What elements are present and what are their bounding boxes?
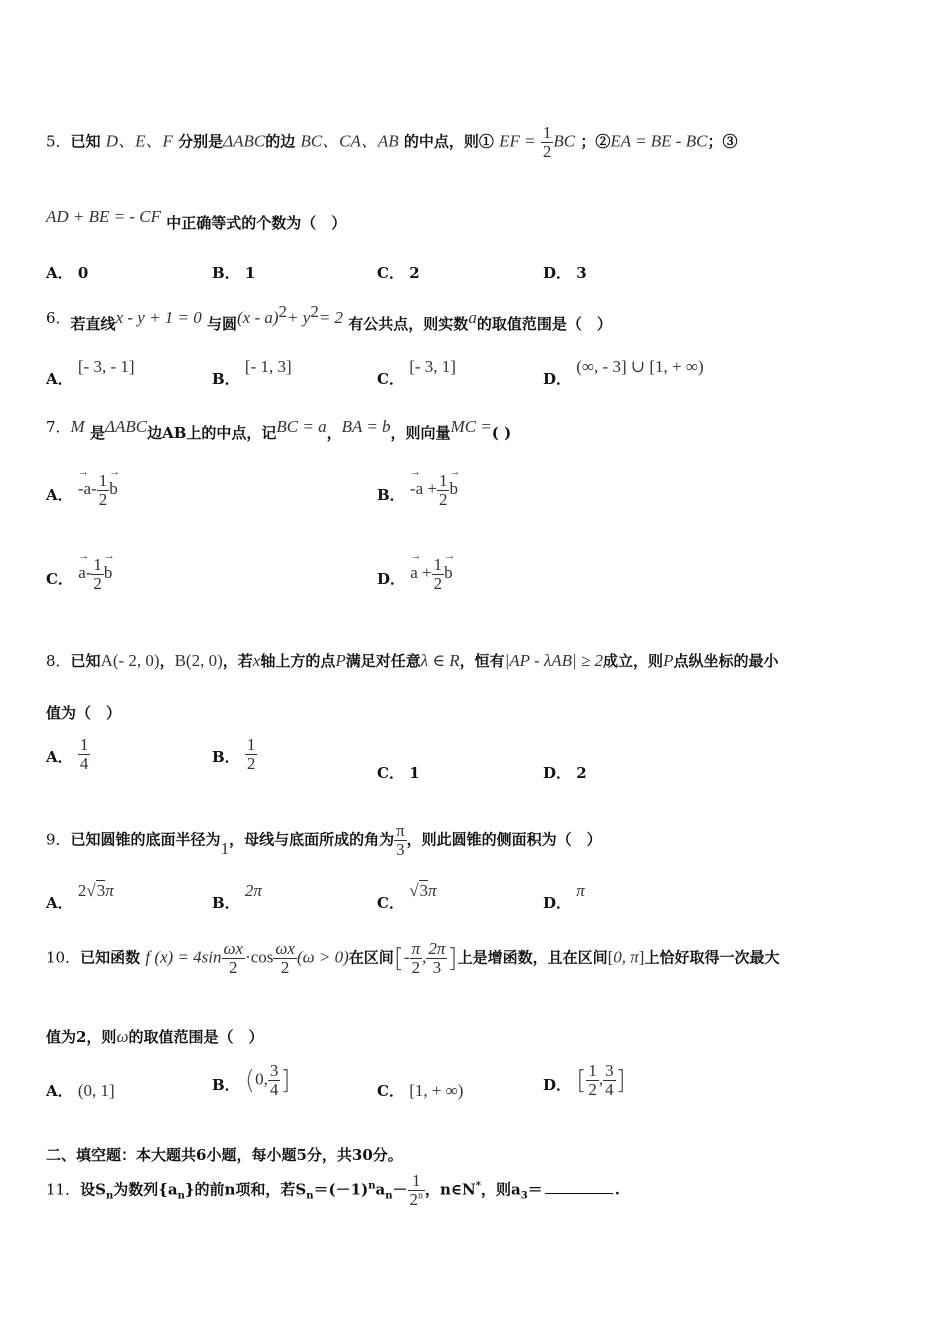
q10-option-a[interactable]: A． (0, 1] (46, 1081, 115, 1100)
q7-option-d[interactable]: D． → a + $\frac{1}{2}$ → b (377, 556, 453, 593)
q10-option-c[interactable]: C． [1, + ∞) (377, 1081, 464, 1100)
q5-option-c[interactable]: C． 2 (377, 264, 420, 282)
q9-option-b[interactable]: B． 2π (212, 881, 262, 912)
q6-option-b[interactable]: B． [- 1, 3] (212, 357, 292, 388)
q8-option-c[interactable]: C． 1 (377, 764, 420, 782)
q8-line1: 8．已知A(- 2, 0)，B(2, 0)，若x轴上方的点P满足对任意λ ∈ R，恒有|AP - λAB| ≥ 2成立，则P点纵坐标的最小 (46, 651, 779, 670)
q6-line1: 6．若直线x - y + 1 = 0 与圆$(x - a)^2+ y^2= 2$ 有公共点，则实数a的取值范围是（ ） (46, 302, 612, 333)
q5-option-b[interactable]: B． 1 (212, 264, 256, 282)
q9-option-d[interactable]: D． π (543, 881, 585, 912)
q8-option-b[interactable]: B． $\frac{1}{2}$ (212, 735, 256, 773)
q10-option-d[interactable]: D． [ $\frac{1}{2}$ , $\frac{3}{4}$ ] (543, 1061, 626, 1099)
q5-option-d[interactable]: D． 3 (543, 264, 587, 282)
q11-line1: 11．设$S_n$为数列$\{a_n\}$的前n项和，若$S_n=(-1)^na_n-$ $\frac{1}{2^n}$ ，n∈N*，则$a_3=$ . (46, 1171, 620, 1209)
q5-half: $\frac{1}{2}$ (542, 123, 552, 161)
section-fill-in-heading: 二、填空题：本大题共6小题，每小题5分，共30分。 (46, 1146, 403, 1164)
q8-option-a[interactable]: A． $\frac{1}{4}$ (46, 735, 89, 773)
q6-option-c[interactable]: C． [- 3, 1] (377, 357, 456, 388)
q8-option-d[interactable]: D． 2 (543, 764, 587, 782)
q9-option-c[interactable]: C． √3π (377, 881, 437, 912)
q9-option-a[interactable]: A． 2√3π (46, 881, 114, 912)
q10-option-b[interactable]: B． (0, $\frac{3}{4}$ ] (212, 1061, 291, 1099)
q6-option-a[interactable]: A． [- 3, - 1] (46, 357, 135, 388)
q7-option-a[interactable]: A． → -a- $\frac{1}{2}$ → b (46, 472, 118, 509)
q9-line1: 9．已知圆锥的底面半径为1，母线与底面所成的角为 $\frac{\pi}{3}$ ，则此圆锥的侧面积为（ ） (46, 821, 602, 859)
q10-line1: 10．已知函数 f (x) = 4sin $\frac{\omega x}{2}$ ·cos $\frac{\omega x}{2}$ (ω > 0)在区间[- $\frac{\pi}{2}$ , $\frac{2\pi}{3}$ ]上是增函数，且在区间[0, π]上恰好取得一次最大 (46, 939, 780, 977)
q11-answer-blank[interactable] (545, 1193, 613, 1194)
q5-line2: AD + BE = - CF 中正确等式的个数为（ ） (46, 207, 347, 232)
q6-option-d[interactable]: D． (∞, - 3] ∪ [1, + ∞) (543, 357, 704, 388)
q5-line1: 5．已知 D、E、F 分别是ΔABC的边 BC、CA、AB 的中点，则① EF = $\frac{1}{2}$ BC ；②EA = BE - BC；③ (46, 123, 738, 161)
q7-option-c[interactable]: C． → a- $\frac{1}{2}$ → b (46, 556, 112, 593)
q9-angle: $\frac{\pi}{3}$ (396, 821, 405, 859)
q7-option-b[interactable]: B． → -a + $\frac{1}{2}$ → b (377, 472, 458, 509)
q10-line2: 值为2，则ω的取值范围是（ ） (46, 1027, 264, 1046)
q7-line1: 7．M 是ΔABC边AB上的中点，记BC = a，BA = b，则向量MC =( ) (46, 417, 512, 442)
q8-line2: 值为（ ） (46, 704, 122, 722)
q5-option-a[interactable]: A． 0 (46, 264, 89, 282)
